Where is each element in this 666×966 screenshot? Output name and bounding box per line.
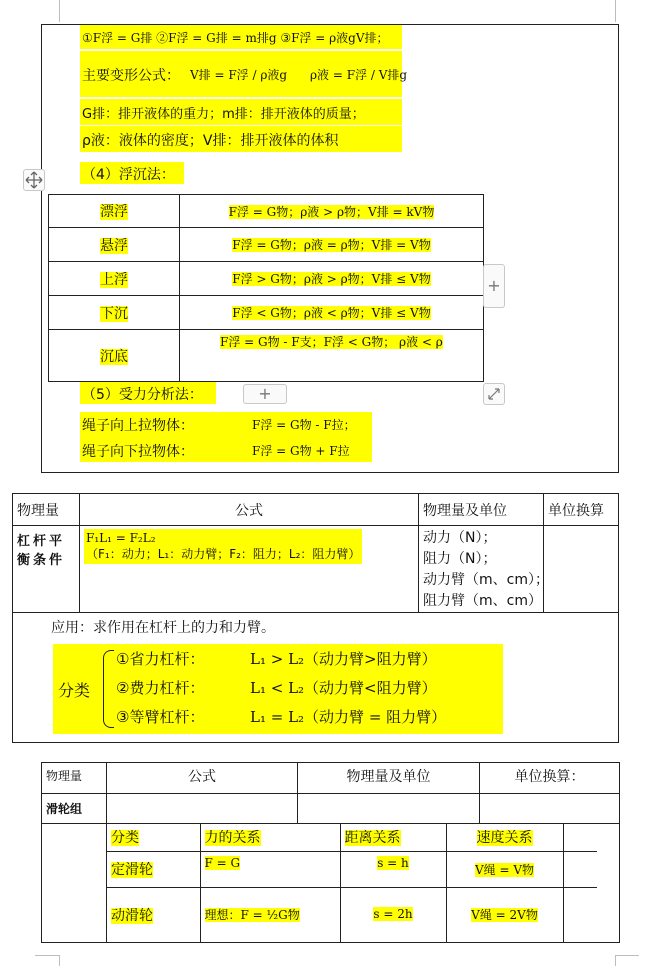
table-row: [49, 228, 484, 262]
page-corner-mark: [615, 955, 616, 966]
lever-class-name: ③等臂杠杆：: [116, 708, 205, 726]
add-row-button[interactable]: [243, 384, 287, 404]
table-row: [13, 613, 619, 743]
variant-formula-prefix: 主要变形公式：: [82, 68, 180, 84]
float-relation-cell: [180, 262, 484, 296]
force-label-down: 绳子向下拉物体：: [82, 444, 194, 460]
float-state-label: 漂浮: [100, 204, 128, 220]
unit-item: 动力（N）；: [423, 530, 497, 546]
float-state-label: 上浮: [100, 271, 128, 288]
pulley-type-cell: [107, 851, 200, 887]
pulley-row-name: 滑轮组: [46, 802, 83, 816]
lever-conversion-cell: [544, 526, 619, 613]
lever-formula-main: F₁L₁ = F₂L₂: [86, 531, 156, 545]
inner-header-force: 力的关系: [204, 830, 261, 847]
inner-header-cell: [107, 824, 200, 851]
float-method-title-block: [80, 162, 184, 184]
float-method-title: （4）浮沉法：: [82, 167, 175, 183]
formula-block-1: [80, 25, 402, 49]
table-row: [49, 296, 484, 330]
inner-header-type: 分类: [111, 830, 139, 847]
float-state-cell: [49, 330, 180, 382]
float-state-cell: [49, 195, 180, 228]
table-row: [107, 887, 597, 942]
force-method-title: （5）受力分析法：: [82, 387, 203, 403]
pulley-speed: V绳 = 2V物: [471, 908, 538, 923]
float-relation-cell: [180, 228, 484, 262]
table-header-row: [42, 763, 620, 794]
float-state-label: 悬浮: [100, 237, 128, 254]
plus-icon: +: [258, 384, 272, 403]
pulley-speed-cell: [446, 887, 563, 942]
unit-item: 阻力（N）；: [423, 551, 497, 567]
header-quantity-unit: 物理量及单位: [298, 763, 480, 794]
table-row: [42, 824, 620, 943]
definition-line-2: ρ液：液体的密度；V排：排开液体的体积: [82, 133, 339, 149]
empty-cell: [107, 794, 298, 824]
float-relation-formula: F浮 = G物；ρ液 > ρ物；V排 = kV物: [228, 204, 435, 219]
variant-formula-block: [80, 51, 408, 97]
header-unit-conversion: 单位换算：: [480, 763, 620, 794]
table-row: [107, 851, 597, 887]
table-header-row: [107, 824, 597, 851]
float-relation-formula: F浮 < G物；ρ液 < ρ物；V排 ≤ V物: [232, 306, 431, 320]
empty-cell: [480, 794, 620, 824]
header-physical-quantity: 物理量: [42, 763, 107, 794]
float-state-cell: [49, 296, 180, 330]
move-handle[interactable]: [23, 169, 45, 191]
buoyancy-formula-line: ①F浮 = G排 ②F浮 = G排 = m排g ③F浮 = ρ液gV排；: [82, 31, 389, 45]
pulley-force-cell: [200, 887, 340, 942]
variant-formula-rho: ρ液 = F浮 / V排g: [310, 68, 408, 82]
pulley-speed: V绳 = V物: [474, 862, 535, 877]
force-formula-up: F浮 = G物 - F拉；: [252, 418, 356, 432]
float-state-table: [48, 194, 484, 382]
float-state-label: 下沉: [100, 305, 128, 322]
table-header-row: [13, 494, 619, 526]
lever-formula-note: （F₁：动力；L₁：动力臂；F₂：阻力；L₂：阻力臂）: [86, 547, 361, 561]
brace: [103, 650, 114, 728]
resize-icon: [486, 386, 502, 402]
page-corner-mark: [35, 955, 59, 956]
inner-header-cell: [200, 824, 340, 851]
empty-cell: [298, 794, 480, 824]
force-label-up: 绳子向上拉物体：: [82, 418, 194, 434]
pulley-distance: s = 2h: [373, 907, 413, 922]
lever-units-cell: [419, 526, 549, 613]
float-state-label: 沉底: [100, 348, 128, 365]
definition-line-1-block: [80, 99, 402, 125]
pulley-force: 理想：F = ½G物: [204, 908, 300, 923]
pulley-force: F = G: [204, 855, 241, 870]
table-row: [49, 262, 484, 296]
pulley-speed-cell: [446, 851, 563, 887]
page-corner-mark: [59, 955, 60, 966]
header-quantity-unit: 物理量及单位: [419, 494, 544, 526]
definition-line-1: G排：排开液体的重力；m排：排开液体的质量；: [82, 107, 365, 122]
pulley-type: 定滑轮: [111, 862, 153, 878]
page-corner-mark: [59, 0, 60, 22]
lever-application-text: 应用：求作用在杠杆上的力和力臂。: [51, 620, 275, 636]
definition-line-2-block: [80, 126, 402, 152]
lever-row-name: 杠杆平衡条件: [17, 534, 66, 568]
force-formula-down: F浮 = G物 + F拉: [252, 444, 350, 458]
float-relation-cell: [180, 296, 484, 330]
float-relation-cell: [180, 330, 484, 382]
force-method-title-block: [80, 382, 216, 404]
add-column-button[interactable]: [483, 264, 505, 308]
table-row: [42, 794, 620, 824]
lever-class-relation: L₁ < L₂（动力臂<阻力臂）: [250, 679, 437, 697]
table-row: [49, 195, 484, 228]
pulley-distance: s = h: [377, 855, 409, 870]
lever-application-cell: [13, 613, 619, 743]
plus-icon: +: [487, 276, 501, 295]
empty-cell: [563, 824, 597, 851]
lever-class-relation: L₁ > L₂（动力臂>阻力臂）: [250, 650, 437, 668]
lever-class-name: ①省力杠杆：: [116, 650, 205, 668]
lever-name-cell: [13, 526, 80, 613]
empty-cell: [563, 851, 597, 887]
lever-table: [12, 493, 619, 743]
float-relation-cell: [180, 195, 484, 228]
inner-header-speed: 速度关系: [476, 830, 533, 847]
pulley-distance-cell: [340, 851, 446, 887]
float-relation-formula: F浮 > G物；ρ液 > ρ物；V排 ≤ V物: [232, 272, 431, 286]
header-unit-conversion: 单位换算: [544, 494, 619, 526]
move-icon: [25, 171, 43, 189]
inner-header-cell: [446, 824, 563, 851]
header-formula: 公式: [80, 494, 419, 526]
float-state-cell: [49, 228, 180, 262]
table-resize-handle[interactable]: [483, 383, 505, 405]
empty-cell: [42, 824, 107, 943]
lever-classification-block: [53, 644, 503, 734]
pulley-inner-cell: [107, 824, 620, 943]
pulley-type-cell: [107, 887, 200, 942]
table-row: [13, 526, 619, 613]
lever-class-relation: L₁ = L₂（动力臂 = 阻力臂）: [250, 708, 447, 726]
pulley-type: 动滑轮: [111, 907, 153, 924]
float-relation-formula: F浮 = G物；ρ液 = ρ物；V排 = V物: [232, 238, 431, 252]
pulley-distance-cell: [340, 887, 446, 942]
pulley-table: [41, 762, 620, 943]
float-state-cell: [49, 262, 180, 296]
classify-label: 分类: [58, 681, 91, 700]
force-analysis-block: [80, 412, 372, 462]
header-physical-quantity: 物理量: [13, 494, 80, 526]
unit-item: 动力臂（m、cm）；: [423, 572, 549, 588]
table-row: [49, 330, 484, 382]
page-corner-mark: [615, 0, 616, 22]
variant-formula-v: V排 = F浮 / ρ液g: [190, 68, 288, 82]
inner-header-cell: [340, 824, 446, 851]
pulley-classification-table: [107, 824, 597, 942]
lever-formula-cell: [80, 526, 419, 613]
lever-class-name: ②费力杠杆：: [116, 679, 205, 697]
unit-item: 阻力臂（m、cm）: [423, 593, 542, 609]
float-relation-formula: F浮 = G物 - F支；F浮 < G物； ρ液 < ρ: [220, 335, 443, 349]
inner-header-distance: 距离关系: [344, 830, 401, 847]
empty-cell: [563, 887, 597, 942]
page-corner-mark: [615, 955, 639, 956]
header-formula: 公式: [107, 763, 298, 794]
pulley-force-cell: [200, 851, 340, 887]
pulley-name-cell: [42, 794, 107, 824]
